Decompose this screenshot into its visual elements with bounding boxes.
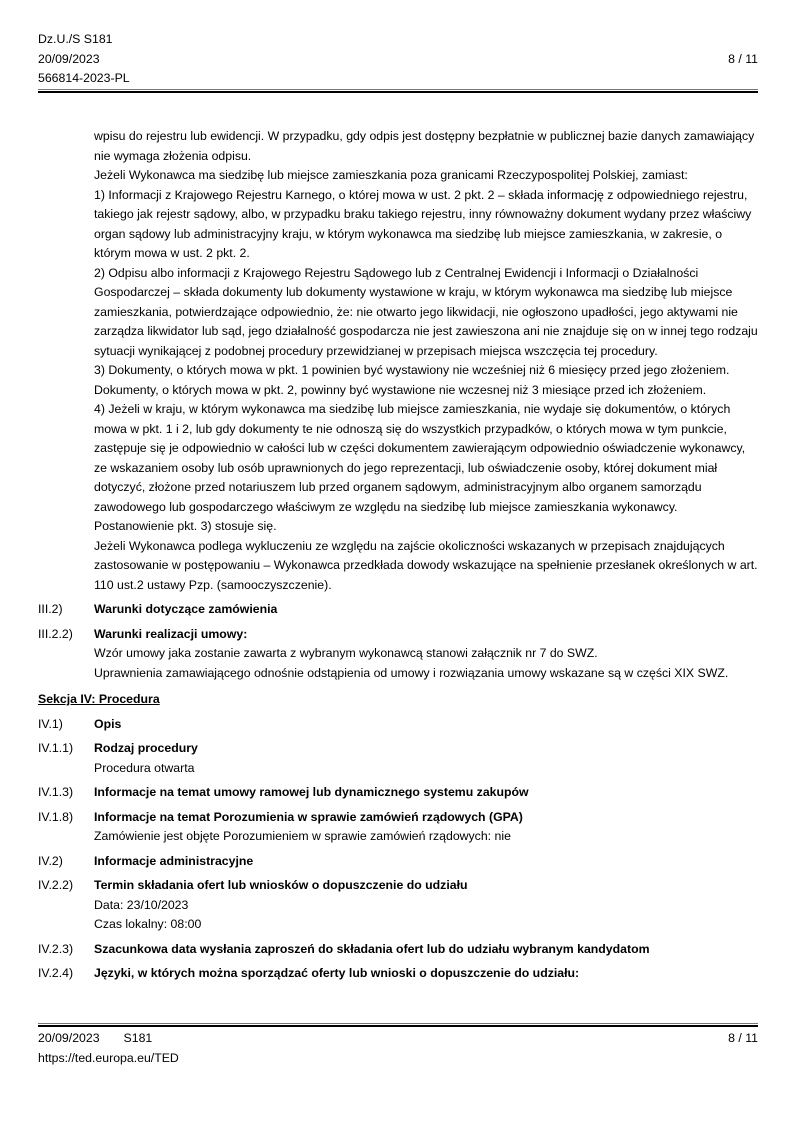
- section-title: Rodzaj procedury: [94, 741, 198, 755]
- section-heading: Sekcja IV: Procedura: [38, 692, 160, 706]
- section-title: Informacje na temat Porozumienia w sprawie zamówień rządowych (GPA): [94, 809, 523, 824]
- section-item: [38, 783, 760, 803]
- page-header: [38, 30, 758, 89]
- section-item: [38, 600, 760, 620]
- section-title: Szacunkowa data wysłania zaproszeń do składania ofert lub do udziału wybranym kandydatom: [94, 941, 650, 956]
- section-label: IV.1): [38, 716, 63, 731]
- section-title: Języki, w których można sporządzać oferty lub wnioski o dopuszczenie do udziału:: [94, 966, 580, 980]
- section-label: IV.1.3): [38, 785, 74, 799]
- section-item: [38, 127, 760, 595]
- document-body: [38, 127, 760, 984]
- paragraph: Jeżeli Wykonawca podlega wykluczeniu ze względu na zajście okoliczności wskazanych w przepisach znajdujących zastosowanie w postępowaniu – Wykonawca przedkłada dowody wskazujące na spełnienie przesłanek określonych w art. 110 ust.2 ustawy Pzp. (samooczyszczenie).: [94, 538, 758, 592]
- section-label: IV.2.2): [38, 878, 74, 892]
- page-footer: [38, 1029, 758, 1068]
- paragraph: 4) Jeżeli w kraju, w którym wykonawca ma siedzibę lub miejsce zamieszkania, nie wydaje się dokumentów, o których mowa w pkt. 1 i 2, lub gdy dokumenty te nie odnoszą się do wszystkich przypadków, o których mowa w tym punkcie, zastępuje się je odpowiednio w całości lub w części dokumentem zawierającym odpowiednio oświadczenie wykonawcy, ze wskazaniem osoby lub osób uprawnionych do jego reprezentacji, lub oświadczenie osoby, której dokument miał dotyczyć, złożone przed notariuszem lub przed organem sądowym, administracyjnym albo organem samorządu zawodowego lub gospodarczego właściwym ze względu na siedzibę lub miejsce zamieszkania wykonawcy. Postanowienie pkt. 3) stosuje się.: [94, 402, 746, 533]
- header-page-number: 8 / 11: [728, 51, 758, 66]
- footer-date: 20/09/2023: [38, 1031, 100, 1045]
- paragraph: 3) Dokumenty, o których mowa w pkt. 1 powinien być wystawiony nie wcześniej niż 6 miesięcy przed jego złożeniem. Dokumenty, o których mowa w pkt. 2, powinny być wystawione nie wczesnej niż 3 miesiące przed ich złożeniem.: [94, 363, 730, 397]
- section-label: IV.2.3): [38, 941, 74, 956]
- footer-page-number: 8 / 11: [728, 1031, 758, 1045]
- footer-rule: [38, 1023, 758, 1027]
- section-item: [38, 715, 760, 735]
- paragraph: Data: 23/10/2023: [94, 897, 189, 912]
- section-item: [38, 625, 760, 684]
- footer-rule-thin-line: [38, 1023, 758, 1024]
- section-item: [38, 808, 760, 847]
- section-label: III.2): [38, 602, 63, 616]
- paragraph: wpisu do rejestru lub ewidencji. W przypadku, gdy odpis jest dostępny bezpłatnie w publicznej bazie danych zamawiający nie wymaga złożenia odpisu.: [94, 129, 755, 163]
- section-title: Warunki realizacji umowy:: [94, 626, 248, 641]
- footer-rule-thick-line: [38, 1025, 758, 1027]
- header-rule-thin-line: [38, 89, 758, 90]
- section-label: [38, 127, 94, 595]
- section-title: Informacje administracyjne: [94, 853, 254, 868]
- section-title: Informacje na temat umowy ramowej lub dynamicznego systemu zakupów: [94, 785, 529, 799]
- section-label: IV.2): [38, 853, 63, 868]
- section-item: [38, 876, 760, 935]
- footer-series: S181: [123, 1031, 153, 1045]
- section-item: [38, 964, 760, 984]
- section-label: IV.1.1): [38, 741, 74, 755]
- notice-id: 566814-2023-PL: [38, 71, 130, 85]
- section-item: [38, 739, 760, 778]
- section-title: Opis: [94, 716, 122, 731]
- paragraph: Wzór umowy jaka zostanie zawarta z wybranym wykonawcą stanowi załącznik nr 7 do SWZ.: [94, 646, 598, 660]
- section-title: Termin składania ofert lub wniosków o dopuszczenie do udziału: [94, 878, 468, 892]
- paragraph: Procedura otwarta: [94, 760, 195, 775]
- section-label: III.2.2): [38, 626, 73, 641]
- section-item: [38, 852, 760, 872]
- paragraph: 2) Odpisu albo informacji z Krajowego Rejestru Sądowego lub z Centralnej Ewidencji i Informacji o Działalności Gospodarczej – składa dokumenty lub dokumenty wystawione w kraju, w którym wykonawca ma siedzibę lub miejsce zamieszkania, potwierdzające odpowiednio, że: nie otwarto jego likwidacji, nie ogłoszono upadłości, jego aktywami nie zarządza likwidator lub sąd, jego działalność gospodarcza nie jest zawieszona ani nie znajduje się on w innej tego rodzaju sytuacji wynikającej z podobnej procedury przewidzianej w przepisach miejsca wszczęcia tej procedury.: [94, 265, 758, 358]
- section-label: IV.1.8): [38, 809, 74, 824]
- paragraph: Zamówienie jest objęte Porozumieniem w sprawie zamówień rządowych: nie: [94, 829, 511, 843]
- header-date: 20/09/2023: [38, 51, 100, 66]
- paragraph: Czas lokalny: 08:00: [94, 917, 202, 931]
- header-rule: [38, 89, 758, 93]
- footer-url: https://ted.europa.eu/TED: [38, 1050, 179, 1065]
- paragraph: Jeżeli Wykonawca ma siedzibę lub miejsce zamieszkania poza granicami Rzeczypospolitej Polskiej, zamiast:: [94, 168, 688, 182]
- paragraph: Uprawnienia zamawiającego odnośnie odstąpienia od umowy i rozwiązania umowy wskazane są w części XIX SWZ.: [94, 665, 729, 680]
- section-title: Warunki dotyczące zamówienia: [94, 602, 278, 616]
- journal-ref: Dz.U./S S181: [38, 32, 113, 46]
- section-label: IV.2.4): [38, 966, 74, 980]
- header-rule-thick-line: [38, 91, 758, 93]
- paragraph: 1) Informacji z Krajowego Rejestru Karnego, o której mowa w ust. 2 pkt. 2 – składa informację z odpowiedniego rejestru, takiego jak rejestr sądowy, albo, w przypadku braku takiego rejestru, inny równoważny dokument wydany przez właściwy organ sądowy lub administracyjny kraju, w którym wykonawca ma siedzibę lub miejsce zamieszkania, w zakresie, o którym mowa w ust. 2 pkt. 2.: [94, 187, 752, 260]
- section-item: [38, 940, 760, 960]
